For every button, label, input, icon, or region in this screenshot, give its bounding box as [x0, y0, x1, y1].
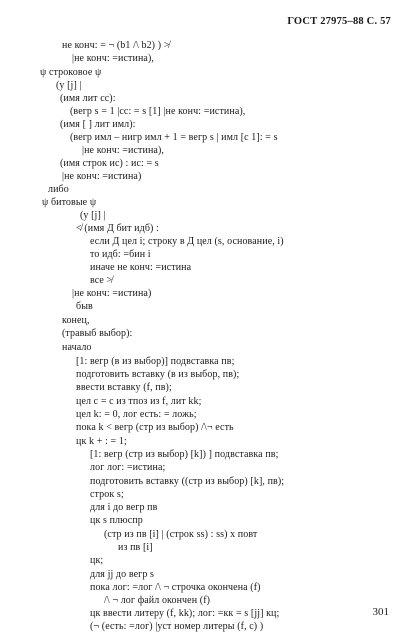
code-line: (вегр s = 1 |сс: = s [1] |не конч: =истина),: [70, 106, 246, 117]
code-line: все ≯: [90, 275, 113, 286]
code-line: (¬ (есть: =лог) |уст номер литеры (f, с) ): [90, 621, 264, 632]
code-line: (имя [ ] лит имл):: [60, 119, 136, 130]
code-line: начало: [62, 342, 92, 353]
code-line: ψ битовые ψ: [42, 197, 97, 208]
code-line: (у [j] |: [80, 210, 106, 221]
code-line: (стр из пв [i] | (строк ss) : ss) х повт: [104, 529, 258, 540]
page-header: ГОСТ 27975–88 С. 57: [287, 16, 391, 27]
code-line: (травыб выбор):: [62, 328, 133, 339]
code-line: (имя лит сс):: [60, 93, 116, 104]
code-line: если Д цел i; строку в Д цел (s, основание, i): [90, 236, 284, 247]
code-line: |не конч: =истина),: [72, 53, 154, 64]
code-line: быв: [76, 301, 93, 312]
code-line: |не конч: =истина): [72, 288, 152, 299]
code-line: строк s;: [90, 489, 124, 500]
code-line: иначе не конч: =истина: [90, 262, 192, 273]
code-line: |не конч: =истина),: [82, 145, 164, 156]
code-line: [1: вегр (стр из выбор) [k]) ] подвставка пв;: [90, 449, 279, 460]
page-number: 301: [372, 606, 389, 618]
code-line: |не конч: =истина): [62, 171, 142, 182]
code-line: цк k + : = 1;: [76, 436, 127, 447]
code-line: не конч: = ¬ (b1 /\ b2) ) ≯: [62, 40, 170, 51]
code-line: цел с = с из тпоз из f, лит kk;: [76, 396, 202, 407]
code-line: цк ввести литеру (f, kk); лог: =кк = s [jj] кц;: [90, 608, 280, 619]
code-line: для i до вегр пв: [90, 502, 158, 513]
code-line: /\ ¬ лог файл окончен (f): [104, 595, 211, 606]
code-line: [1: вегр (в из выбор)] подвставка пв;: [76, 356, 235, 367]
code-line: (у [j] |: [56, 80, 82, 91]
code-line: для jj до вегр s: [90, 569, 155, 580]
code-line: либо: [48, 184, 69, 195]
code-line: подготовить вставку ((стр из выбор) [k], пв);: [90, 476, 285, 487]
code-line: то идб: =бин i: [90, 249, 151, 260]
code-line: (вегр имл – нигр имл + 1 = вегр s | имл [с 1]: = s: [70, 132, 278, 143]
code-line: пока лог: =лог /\ ¬ строчка окончена (f): [90, 582, 261, 593]
code-line: пока k < вегр (стр из выбор) /\¬ есть: [76, 422, 234, 433]
code-line: конец,: [62, 315, 90, 326]
code-line: ψ строковое ψ: [40, 67, 102, 78]
code-line: цк s плюспр: [90, 515, 143, 526]
code-line: подготовить вставку (в из выбор, пв);: [76, 369, 240, 380]
code-line: цел k: = 0, лог есть: = ложь;: [76, 409, 197, 420]
code-line: ввести вставку (f, пв);: [76, 382, 172, 393]
code-line: ≮ (имя Д бит идб) :: [76, 223, 159, 234]
code-line: цк;: [90, 555, 104, 566]
code-line: лог лог: =истина;: [90, 462, 166, 473]
code-line: (имя строк ис) : ис: = s: [60, 158, 159, 169]
code-line: из пв [i]: [118, 542, 153, 553]
